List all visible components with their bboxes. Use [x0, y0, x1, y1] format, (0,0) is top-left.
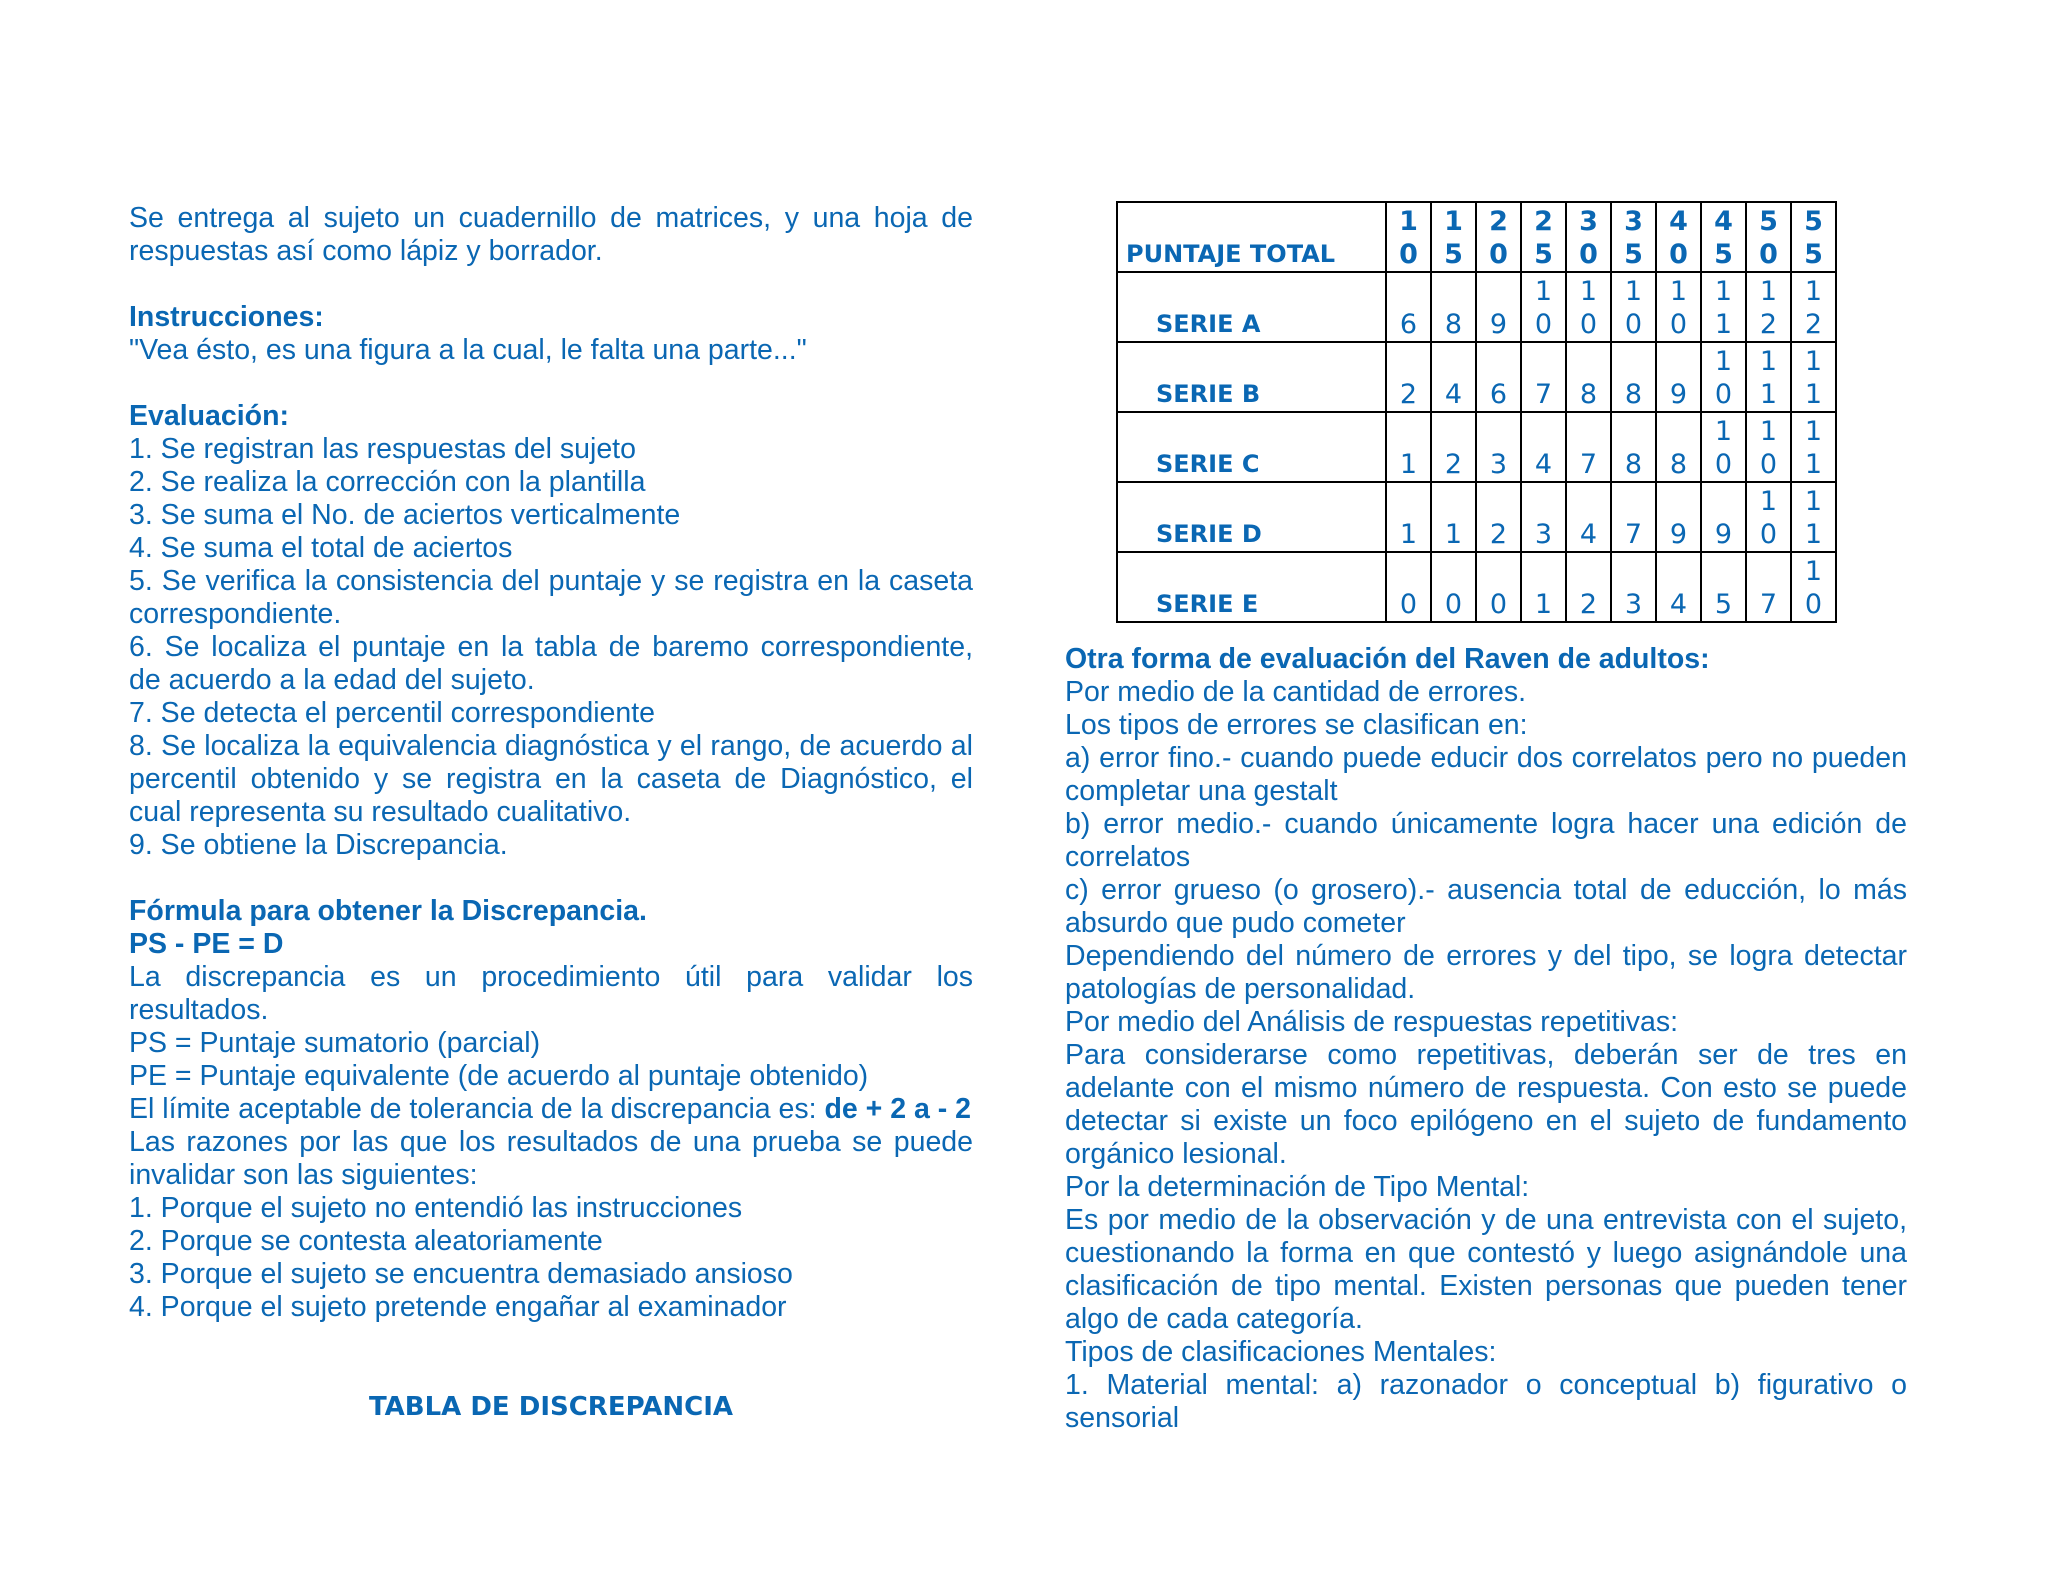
header-cell	[1701, 202, 1746, 272]
table-cell	[1656, 342, 1701, 412]
razon-item: 2. Porque se contesta aleatoriamente	[129, 1225, 603, 1257]
cell-value: 10	[1714, 416, 1733, 480]
table-cell	[1566, 342, 1611, 412]
row-label: SERIE C	[1117, 412, 1386, 482]
table-cell	[1476, 482, 1521, 552]
table-cell	[1476, 552, 1521, 622]
evaluacion-step: 2. Se realiza la corrección con la plantilla	[129, 466, 646, 498]
right-paragraph: Por medio de la cantidad de errores.	[1065, 676, 1527, 708]
header-value: 30	[1579, 206, 1598, 270]
table-cell	[1746, 412, 1791, 482]
cell-value: 3	[1534, 519, 1553, 550]
table-cell	[1431, 342, 1476, 412]
right-paragraph: Por medio del Análisis de respuestas repetitivas:	[1065, 1006, 1679, 1038]
cell-value: 10	[1624, 276, 1643, 340]
header-value: 20	[1489, 206, 1508, 270]
cell-value: 2	[1444, 449, 1463, 480]
cell-value: 2	[1489, 519, 1508, 550]
table-cell	[1791, 342, 1836, 412]
right-paragraph: 1. Material mental: a) razonador o conceptual b) figurativo o sensorial	[1065, 1369, 1907, 1434]
intro-paragraph: Se entrega al sujeto un cuadernillo de matrices, y una hoja de respuestas así como lápiz y borrador.	[129, 202, 973, 267]
cell-value: 9	[1489, 309, 1508, 340]
table-cell	[1431, 272, 1476, 342]
cell-value: 7	[1579, 449, 1598, 480]
table-cell	[1656, 272, 1701, 342]
evaluacion-step: 5. Se verifica la consistencia del puntaje y se registra en la caseta correspondiente.	[129, 565, 973, 630]
cell-value: 8	[1624, 449, 1643, 480]
row-label: SERIE D	[1117, 482, 1386, 552]
table-cell	[1521, 552, 1566, 622]
header-value: 45	[1714, 206, 1733, 270]
right-paragraph: Por la determinación de Tipo Mental:	[1065, 1171, 1530, 1203]
right-paragraph: Para considerarse como repetitivas, deberán ser de tres en adelante con el mismo número de respuesta. Con esto se puede detectar si existe un foco epilógeno en el sujeto de fundamento orgánico lesional.	[1065, 1039, 1907, 1170]
table-cell	[1476, 272, 1521, 342]
cell-value: 7	[1534, 379, 1553, 410]
cell-value: 8	[1444, 309, 1463, 340]
razon-item: 1. Porque el sujeto no entendió las instrucciones	[129, 1192, 743, 1224]
tabla-discrepancia-title: TABLA DE DISCREPANCIA	[368, 1392, 734, 1422]
table-cell	[1521, 272, 1566, 342]
header-value: 50	[1759, 206, 1778, 270]
table-cell	[1746, 272, 1791, 342]
cell-value: 9	[1714, 519, 1733, 550]
table-cell	[1746, 342, 1791, 412]
cell-value: 10	[1759, 416, 1778, 480]
evaluacion-step: 7. Se detecta el percentil correspondiente	[129, 697, 655, 729]
header-value: 40	[1669, 206, 1688, 270]
cell-value: 2	[1399, 379, 1418, 410]
header-cell	[1611, 202, 1656, 272]
cell-value: 1	[1534, 589, 1553, 620]
table-cell	[1386, 412, 1431, 482]
cell-value: 9	[1669, 519, 1688, 550]
formula-heading: Fórmula para obtener la Discrepancia.	[129, 895, 647, 927]
right-paragraph: Los tipos de errores se clasifican en:	[1065, 709, 1528, 741]
table-row	[1117, 552, 1836, 622]
cell-value: 9	[1669, 379, 1688, 410]
cell-value: 11	[1714, 276, 1733, 340]
table-row	[1117, 482, 1836, 552]
row-label: SERIE B	[1117, 342, 1386, 412]
right-paragraph: Dependiendo del número de errores y del tipo, se logra detectar patologías de personalidad.	[1065, 940, 1907, 1005]
header-cell	[1791, 202, 1836, 272]
table-cell	[1791, 482, 1836, 552]
cell-value: 1	[1399, 519, 1418, 550]
table-cell	[1701, 482, 1746, 552]
table-cell	[1611, 272, 1656, 342]
table-cell	[1476, 412, 1521, 482]
table-cell	[1476, 342, 1521, 412]
table-cell	[1701, 552, 1746, 622]
header-cell	[1656, 202, 1701, 272]
score-table	[1116, 201, 1837, 623]
cell-value: 11	[1804, 416, 1823, 480]
evaluacion-step: 9. Se obtiene la Discrepancia.	[129, 829, 508, 861]
header-value: 35	[1624, 206, 1643, 270]
spacer	[129, 367, 973, 400]
table-cell	[1521, 482, 1566, 552]
table-cell	[1746, 482, 1791, 552]
pe-definition: PE = Puntaje equivalente (de acuerdo al puntaje obtenido)	[129, 1060, 869, 1092]
cell-value: 10	[1579, 276, 1598, 340]
cell-value: 3	[1489, 449, 1508, 480]
cell-value: 5	[1714, 589, 1733, 620]
header-cell	[1431, 202, 1476, 272]
header-value: 25	[1534, 206, 1553, 270]
cell-value: 3	[1624, 589, 1643, 620]
tolerancia-value: de + 2 a - 2	[824, 1093, 972, 1125]
header-value: 15	[1444, 206, 1463, 270]
razon-item: 4. Porque el sujeto pretende engañar al examinador	[129, 1291, 787, 1323]
cell-value: 4	[1579, 519, 1598, 550]
table-cell	[1611, 342, 1656, 412]
razon-item: 3. Porque el sujeto se encuentra demasiado ansioso	[129, 1258, 793, 1290]
table-cell	[1566, 412, 1611, 482]
table-cell	[1566, 272, 1611, 342]
discrepancia-text: La discrepancia es un procedimiento útil para validar los resultados.	[129, 961, 973, 1026]
table-cell	[1791, 412, 1836, 482]
right-paragraph: c) error grueso (o grosero).- ausencia total de educción, lo más absurdo que pudo cometer	[1065, 874, 1907, 939]
table-cell	[1701, 412, 1746, 482]
cell-value: 4	[1444, 379, 1463, 410]
cell-value: 11	[1804, 486, 1823, 550]
razones-intro: Las razones por las que los resultados de una prueba se puede invalidar son las siguientes:	[129, 1126, 973, 1191]
raven-heading: Otra forma de evaluación del Raven de adultos:	[1065, 643, 1710, 675]
cell-value: 0	[1399, 589, 1418, 620]
cell-value: 8	[1669, 449, 1688, 480]
table-cell	[1386, 272, 1431, 342]
table-cell	[1656, 482, 1701, 552]
evaluacion-step: 3. Se suma el No. de aciertos verticalmente	[129, 499, 681, 531]
cell-value: 12	[1804, 276, 1823, 340]
cell-value: 11	[1804, 346, 1823, 410]
header-cell	[1566, 202, 1611, 272]
row-label: SERIE E	[1117, 552, 1386, 622]
evaluacion-step: 1. Se registran las respuestas del sujeto	[129, 433, 636, 465]
cell-value: 8	[1624, 379, 1643, 410]
right-paragraph: Es por medio de la observación y de una entrevista con el sujeto, cuestionando la forma en que contestó y luego asignándole una clasificación de tipo mental. Existen personas que pueden tener algo de cada categoría.	[1065, 1204, 1907, 1335]
cell-value: 12	[1759, 276, 1778, 340]
instrucciones-heading: Instrucciones:	[129, 301, 324, 333]
table-cell	[1521, 412, 1566, 482]
evaluacion-step: 4. Se suma el total de aciertos	[129, 532, 513, 564]
table-cell	[1611, 552, 1656, 622]
ps-definition: PS = Puntaje sumatorio (parcial)	[129, 1027, 541, 1059]
header-cell	[1746, 202, 1791, 272]
cell-value: 10	[1534, 276, 1553, 340]
cell-value: 1	[1399, 449, 1418, 480]
evaluacion-step: 8. Se localiza la equivalencia diagnóstica y el rango, de acuerdo al percentil obtenido y se registra en la caseta de Diagnóstico, el cual representa su resultado cualitativo.	[129, 730, 973, 828]
right-paragraph: b) error medio.- cuando únicamente logra hacer una edición de correlatos	[1065, 808, 1907, 873]
table-row	[1117, 342, 1836, 412]
cell-value: 7	[1759, 589, 1778, 620]
cell-value: 1	[1444, 519, 1463, 550]
table-row	[1117, 272, 1836, 342]
table-cell	[1386, 552, 1431, 622]
right-paragraph: Tipos de clasificaciones Mentales:	[1065, 1336, 1497, 1368]
row-label: SERIE A	[1117, 272, 1386, 342]
spacer	[129, 862, 973, 895]
table-row	[1117, 412, 1836, 482]
cell-value: 4	[1669, 589, 1688, 620]
cell-value: 10	[1804, 556, 1823, 620]
cell-value: 8	[1579, 379, 1598, 410]
table-cell	[1566, 482, 1611, 552]
table-header-row	[1117, 202, 1836, 272]
evaluacion-step: 6. Se localiza el puntaje en la tabla de baremo correspondiente, de acuerdo a la edad del sujeto.	[129, 631, 973, 696]
cell-value: 6	[1489, 379, 1508, 410]
table-cell	[1791, 552, 1836, 622]
table-cell	[1701, 342, 1746, 412]
table-cell	[1701, 272, 1746, 342]
left-column	[129, 202, 973, 1324]
table-cell	[1431, 412, 1476, 482]
table-cell	[1656, 412, 1701, 482]
header-cell	[1521, 202, 1566, 272]
cell-value: 4	[1534, 449, 1553, 480]
cell-value: 2	[1579, 589, 1598, 620]
formula: PS - PE = D	[129, 928, 284, 960]
table-cell	[1386, 482, 1431, 552]
table-cell	[1746, 552, 1791, 622]
table-cell	[1791, 272, 1836, 342]
right-column	[1065, 643, 1907, 1435]
cell-value: 0	[1489, 589, 1508, 620]
table-cell	[1611, 412, 1656, 482]
instrucciones-text: "Vea ésto, es una figura a la cual, le falta una parte..."	[129, 334, 807, 366]
cell-value: 10	[1714, 346, 1733, 410]
right-paragraph: a) error fino.- cuando puede educir dos correlatos pero no pueden completar una gestalt	[1065, 742, 1907, 807]
cell-value: 11	[1759, 346, 1778, 410]
table-cell	[1566, 552, 1611, 622]
cell-value: 0	[1444, 589, 1463, 620]
header-label: PUNTAJE TOTAL	[1117, 202, 1386, 272]
cell-value: 6	[1399, 309, 1418, 340]
spacer	[129, 268, 973, 301]
table-cell	[1611, 482, 1656, 552]
table-cell	[1431, 552, 1476, 622]
table-cell	[1521, 342, 1566, 412]
cell-value: 7	[1624, 519, 1643, 550]
header-cell	[1386, 202, 1431, 272]
header-value: 55	[1804, 206, 1823, 270]
cell-value: 10	[1759, 486, 1778, 550]
header-cell	[1476, 202, 1521, 272]
header-value: 10	[1399, 206, 1418, 270]
tolerancia-line	[129, 1093, 973, 1126]
cell-value: 10	[1669, 276, 1688, 340]
evaluacion-heading: Evaluación:	[129, 400, 289, 432]
tolerancia-text: El límite aceptable de tolerancia de la discrepancia es:	[129, 1093, 825, 1125]
table-cell	[1386, 342, 1431, 412]
table-cell	[1656, 552, 1701, 622]
table-cell	[1431, 482, 1476, 552]
